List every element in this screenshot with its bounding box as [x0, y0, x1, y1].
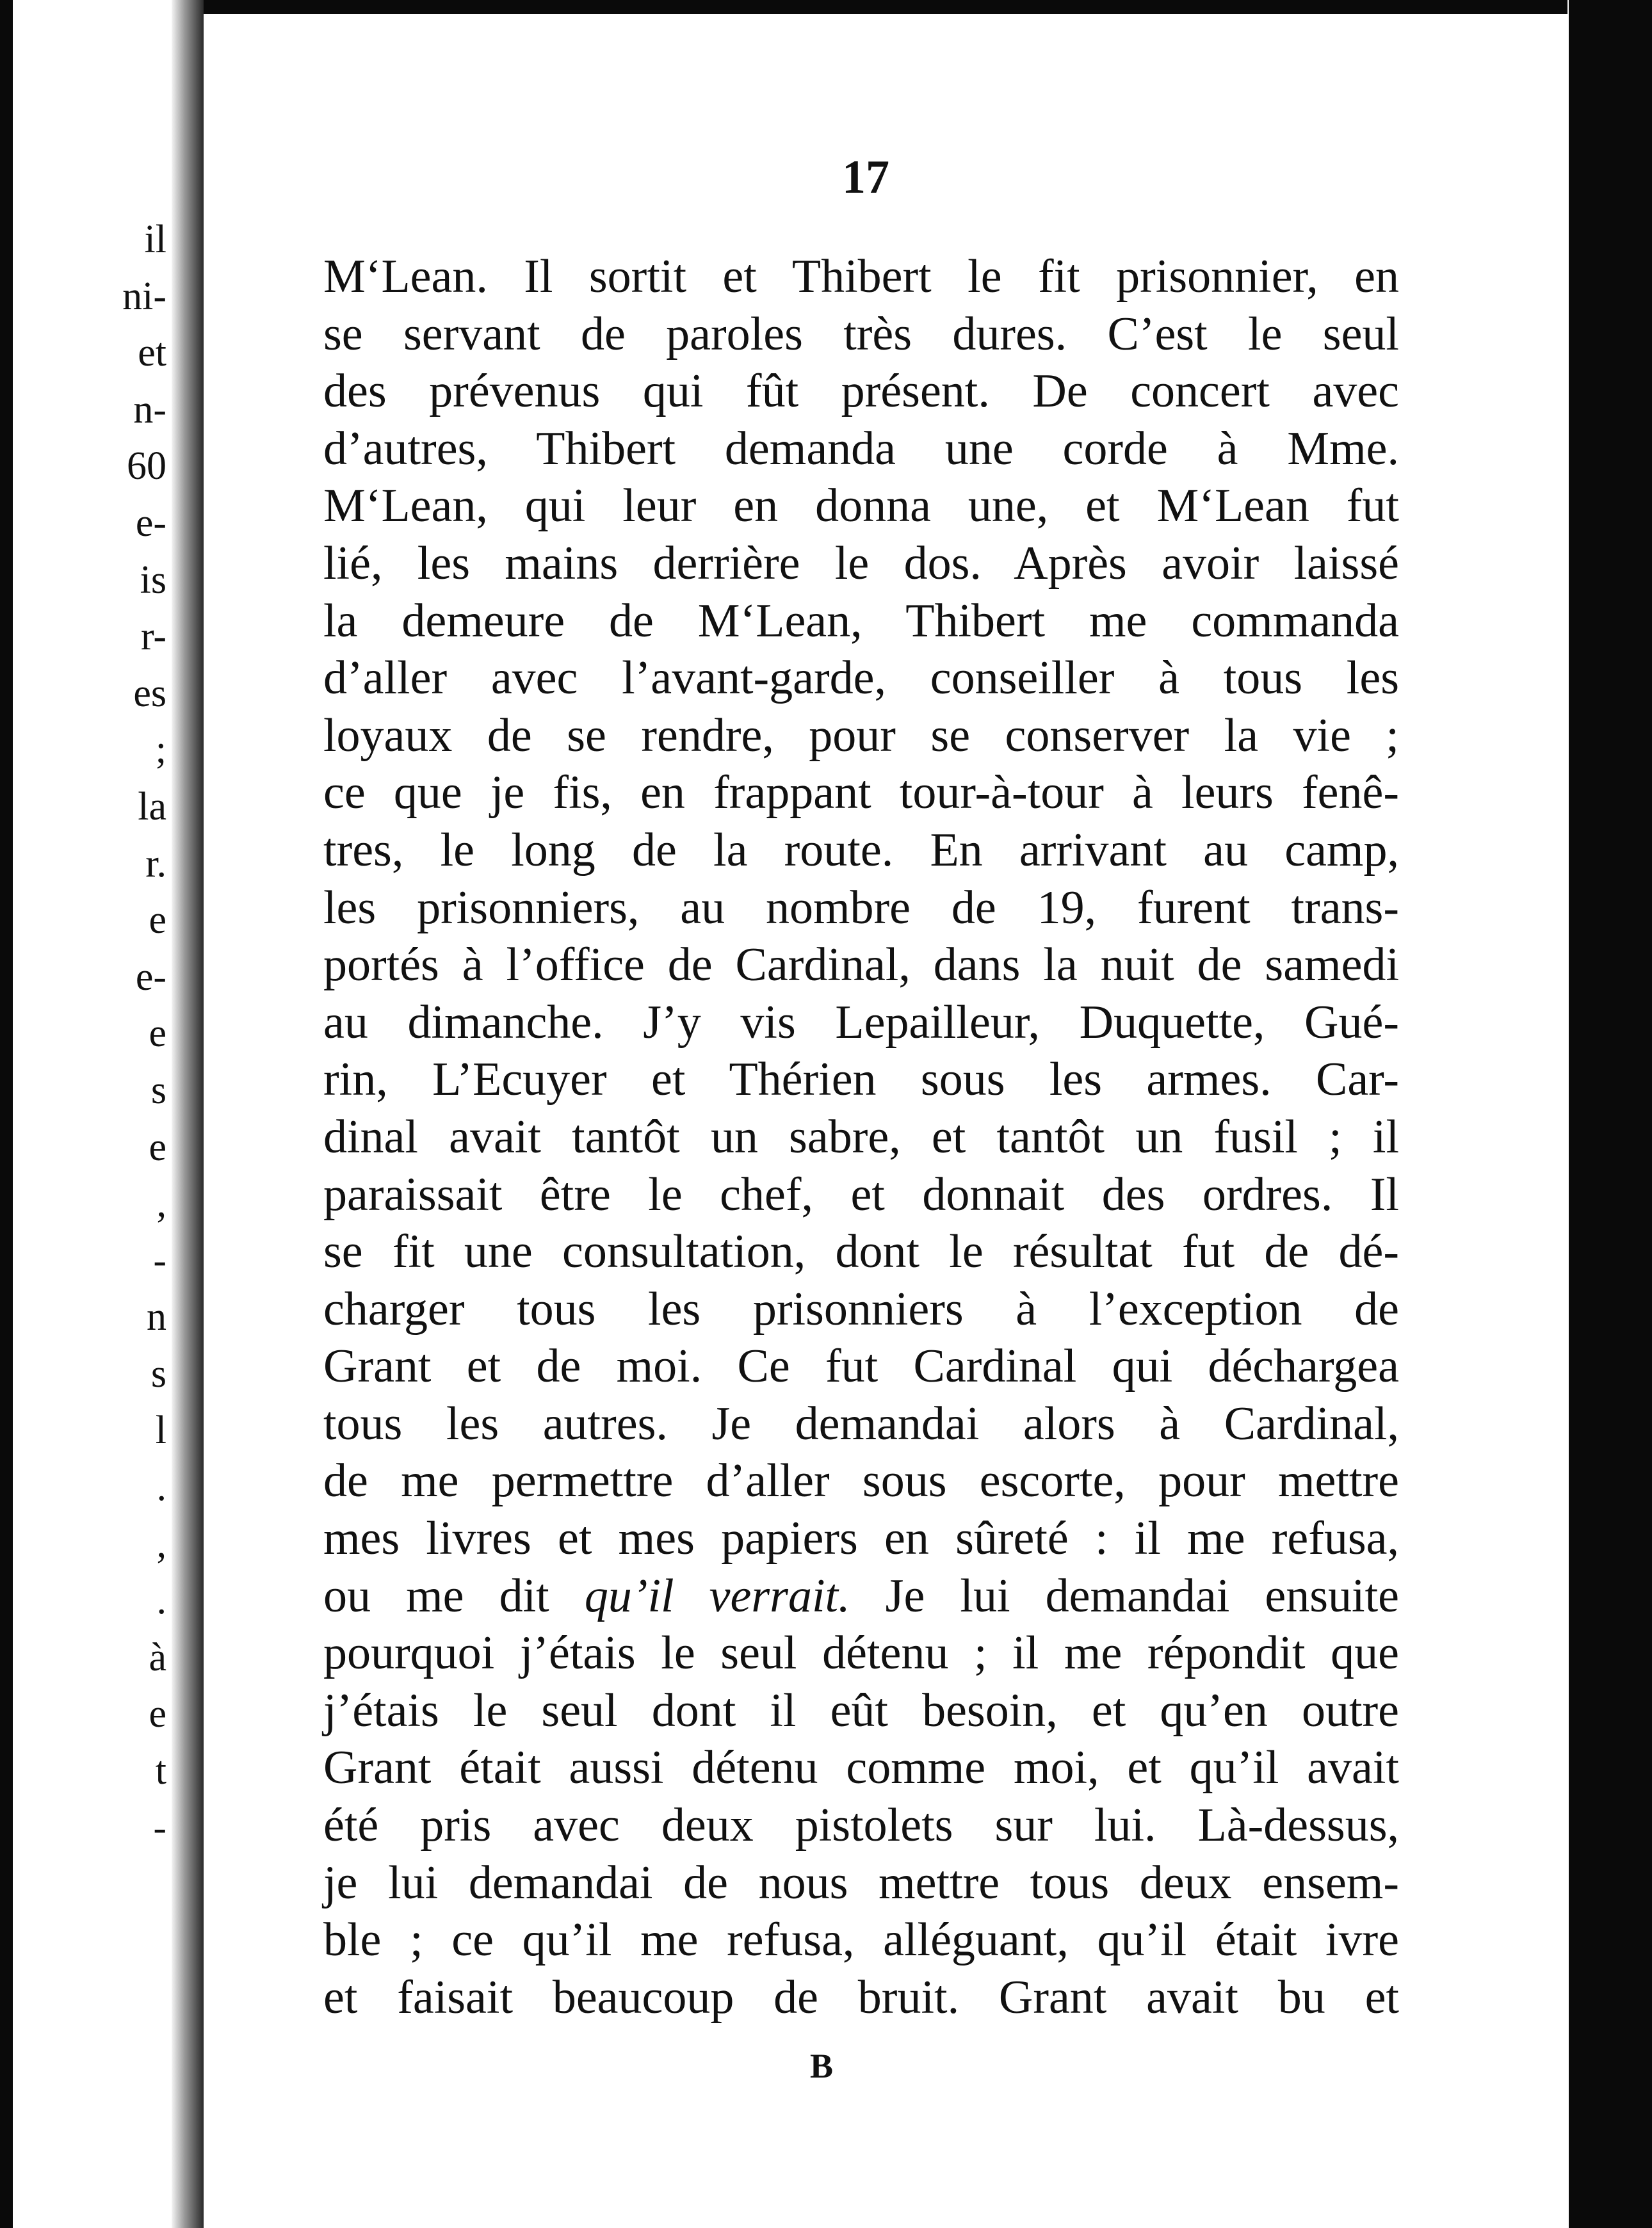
text-line: je lui demandai de nous mettre tous deux ensem- — [323, 1856, 1399, 1909]
text-line: pourquoi j’étais le seul détenu ; il me répondit que — [323, 1627, 1399, 1680]
facing-fragment: il — [144, 218, 166, 261]
text-line: et faisait beaucoup de bruit. Grant avait bu et — [323, 1971, 1399, 2024]
facing-fragment: e — [149, 1692, 166, 1736]
facing-fragment: e — [149, 1012, 166, 1056]
scan-left-edge — [0, 0, 13, 2228]
text-line: paraissait être le chef, et donnait des ordres. Il — [323, 1168, 1399, 1221]
facing-fragment: la — [138, 784, 166, 828]
text-line: lié, les mains derrière le dos. Après avoir laissé — [323, 537, 1399, 590]
signature-mark: B — [810, 2047, 834, 2085]
text-line: j’étais le seul dont il eût besoin, et qu’en outre — [323, 1684, 1399, 1737]
facing-fragment: ; — [155, 728, 166, 772]
facing-fragment: à — [149, 1635, 166, 1679]
book-gutter — [172, 0, 204, 2228]
facing-fragment: is — [140, 558, 166, 602]
text-line: d’autres, Thibert demanda une corde à Mme. — [323, 422, 1399, 475]
text-line: la demeure de M‘Lean, Thibert me commanda — [323, 594, 1399, 647]
text-line — [323, 1568, 1399, 1626]
facing-fragment: n — [147, 1295, 166, 1339]
page-number: 17 — [842, 151, 889, 204]
text-line: dinal avait tantôt un sabre, et tantôt un fusil ; il — [323, 1110, 1399, 1163]
text-line: ble ; ce qu’il me refusa, alléguant, qu’il était ivre — [323, 1914, 1399, 1967]
facing-fragment: - — [153, 1805, 166, 1850]
facing-fragment: e — [149, 1125, 166, 1169]
text-line: les prisonniers, au nombre de 19, furent trans- — [323, 881, 1399, 934]
text-line: de me permettre d’aller sous escorte, pour mettre — [323, 1455, 1399, 1508]
text-line: se servant de paroles très dures. C’est le seul — [323, 307, 1399, 360]
facing-page-fragment — [13, 0, 192, 2228]
facing-fragment: - — [153, 1238, 166, 1282]
text-line: M‘Lean. Il sortit et Thibert le fit prisonnier, en — [323, 250, 1399, 303]
italic-quote: qu’il verrait. — [584, 1569, 850, 1622]
text-segment: ou me dit — [323, 1569, 585, 1622]
facing-fragment: l — [155, 1409, 166, 1453]
facing-fragment: . — [156, 1579, 166, 1623]
facing-fragment: s — [150, 1068, 166, 1112]
text-line: été pris avec deux pistolets sur lui. Là-dessus, — [323, 1799, 1399, 1852]
scan-top-edge — [204, 0, 1632, 14]
text-line: loyaux de se rendre, pour se conserver la vie ; — [323, 709, 1399, 762]
text-line: mes livres et mes papiers en sûreté : il me refusa, — [323, 1512, 1399, 1565]
text-line: des prévenus qui fût présent. De concert avec — [323, 365, 1399, 418]
facing-fragment: n- — [133, 387, 166, 432]
text-line: au dimanche. J’y vis Lepailleur, Duquette, Gué- — [323, 996, 1399, 1049]
text-line: tous les autres. Je demandai alors à Cardinal, — [323, 1397, 1399, 1450]
text-line: M‘Lean, qui leur en donna une, et M‘Lean fut — [323, 480, 1399, 533]
scan-right-edge — [1569, 0, 1652, 2228]
facing-fragment: , — [156, 1182, 166, 1226]
facing-fragment: e- — [135, 501, 166, 545]
text-line: ce que je fis, en frappant tour-à-tour à leurs fenê- — [323, 766, 1399, 819]
text-line: se fit une consultation, dont le résultat fut de dé- — [323, 1225, 1399, 1279]
facing-fragment: s — [150, 1352, 166, 1396]
facing-fragment: . — [156, 1465, 166, 1510]
text-segment: Je lui demandai ensuite — [850, 1569, 1399, 1622]
facing-fragment: r- — [140, 615, 166, 659]
text-line: charger tous les prisonniers à l’exception de — [323, 1282, 1399, 1336]
facing-fragment: , — [156, 1522, 166, 1566]
facing-fragment: t — [155, 1749, 166, 1793]
text-line: Grant était aussi détenu comme moi, et qu’il avait — [323, 1741, 1399, 1795]
text-line: Grant et de moi. Ce fut Cardinal qui déchargea — [323, 1340, 1399, 1393]
facing-fragment: e- — [135, 955, 166, 999]
text-line: d’aller avec l’avant-garde, conseiller à tous les — [323, 652, 1399, 705]
facing-fragment: es — [133, 671, 166, 715]
facing-fragment: 60 — [127, 444, 166, 488]
facing-fragment: et — [138, 331, 166, 375]
facing-fragment: r. — [145, 841, 166, 885]
facing-page-text — [13, 211, 166, 1856]
text-line: tres, le long de la route. En arrivant au camp, — [323, 823, 1399, 876]
facing-fragment: e — [149, 898, 166, 942]
facing-fragment: ni- — [122, 274, 166, 318]
page-body-text — [323, 248, 1399, 2026]
text-line: rin, L’Ecuyer et Thérien sous les armes. Car- — [323, 1053, 1399, 1106]
text-line: portés à l’office de Cardinal, dans la nuit de samedi — [323, 939, 1399, 992]
